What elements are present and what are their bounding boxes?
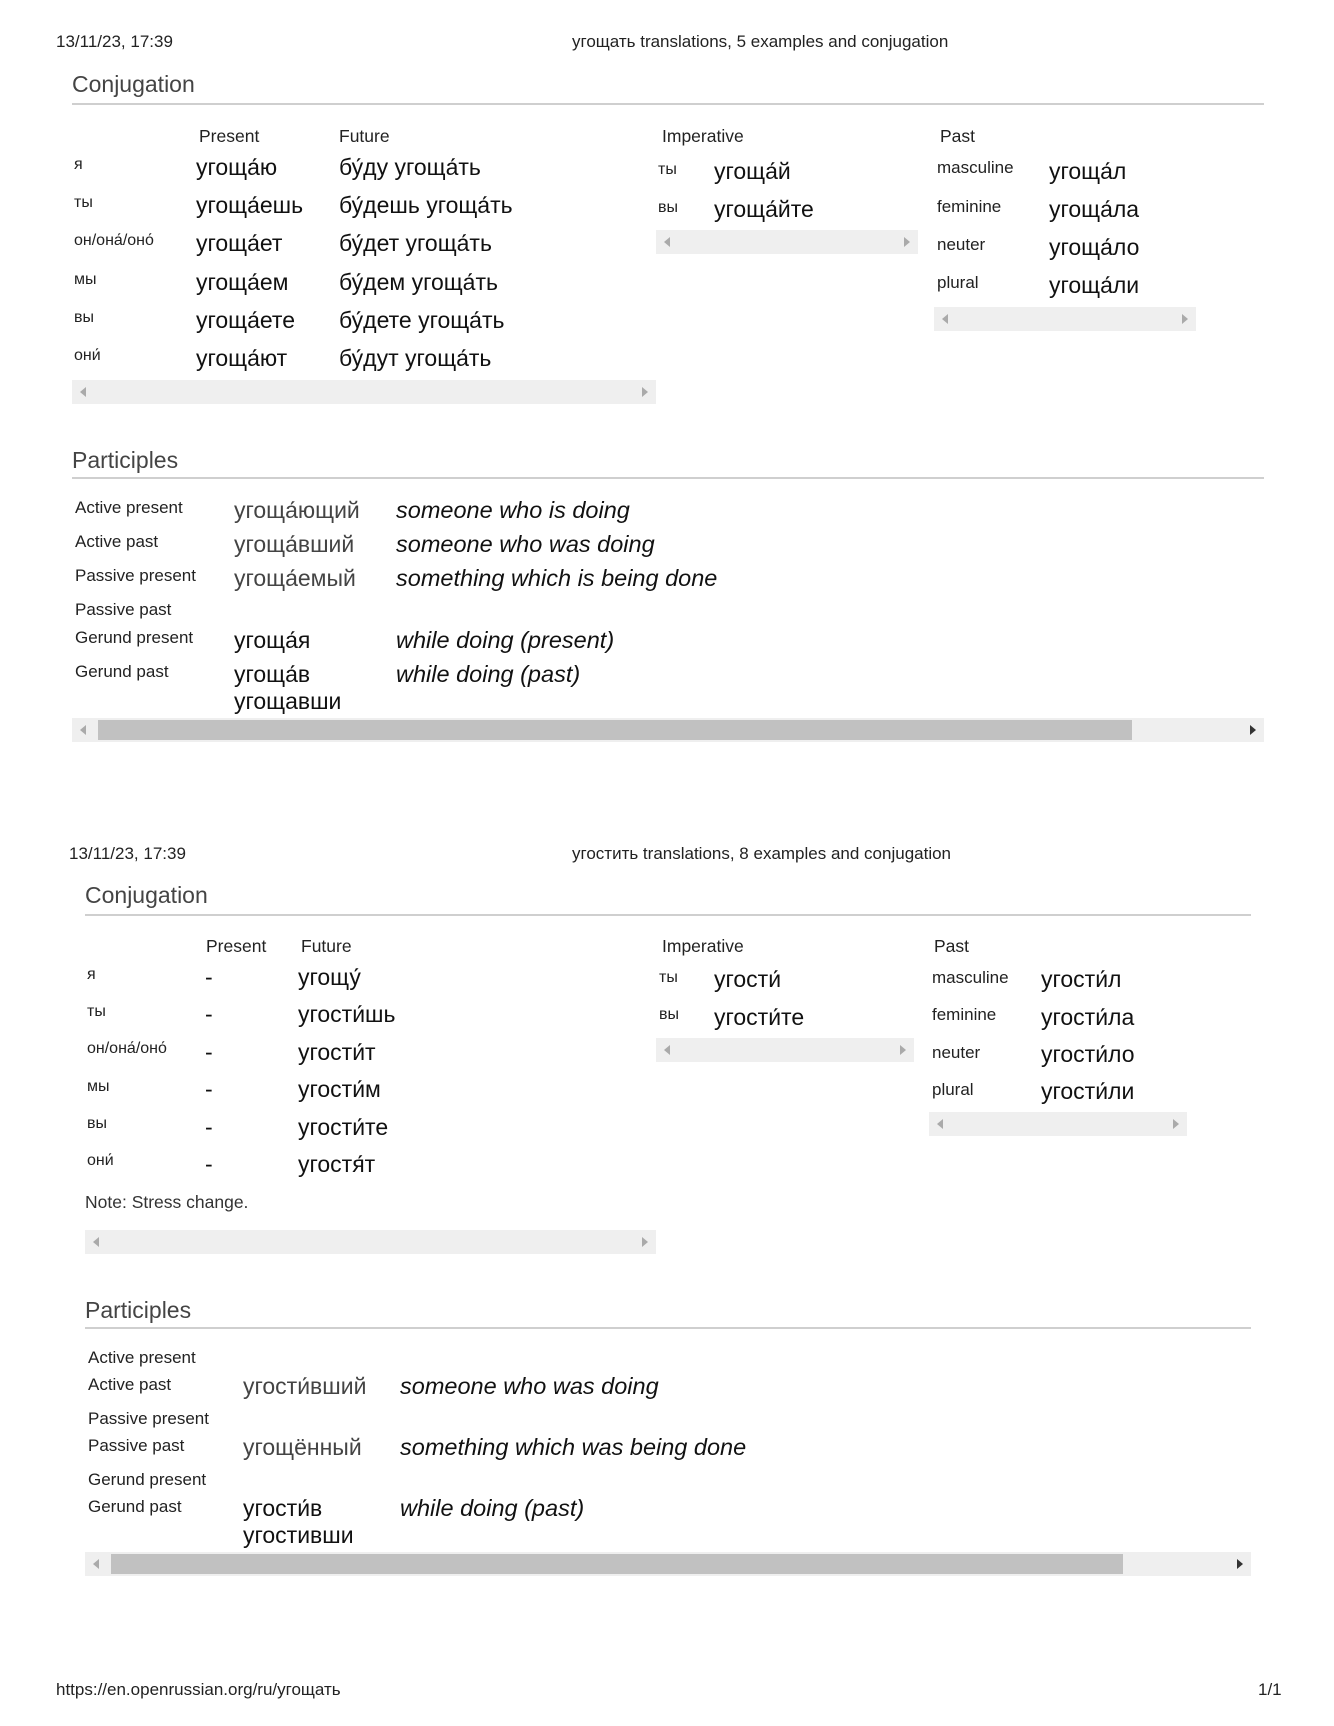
present-column-header: Present	[206, 936, 267, 956]
present-form: угоща́ет	[196, 230, 283, 256]
present-form: -	[205, 1151, 213, 1177]
participle-gloss: while doing (past)	[400, 1495, 585, 1521]
participle-gloss: while doing (past)	[396, 661, 581, 687]
past-column-header: Past	[934, 936, 970, 956]
future-form: бу́дем угоща́ть	[339, 269, 498, 295]
present-column-header: Present	[199, 126, 260, 146]
pronoun: они́	[87, 1152, 114, 1169]
scroll-left-arrow-icon[interactable]	[93, 1237, 99, 1247]
pronoun: он/она́/оно́	[87, 1040, 167, 1057]
participle-form: угоща́вший	[234, 531, 355, 557]
imperative-scrollbar[interactable]	[656, 1038, 914, 1062]
participle-form-alt: угощавши	[234, 688, 342, 714]
scroll-right-arrow-icon[interactable]	[642, 1237, 648, 1247]
past-label: plural	[937, 273, 979, 292]
participle-label: Gerund present	[88, 1470, 207, 1489]
scroll-right-arrow-icon[interactable]	[900, 1045, 906, 1055]
future-form: угости́м	[298, 1076, 381, 1102]
pronoun: вы	[87, 1115, 107, 1132]
stress-note: Note: Stress change.	[85, 1192, 249, 1212]
future-form: бу́ду угоща́ть	[339, 154, 481, 180]
pronoun: ты	[659, 969, 678, 986]
footer-page-number: 1/1	[1258, 1680, 1282, 1699]
header-datetime: 13/11/23, 17:39	[56, 32, 173, 51]
footer-url: https://en.openrussian.org/ru/угощать	[56, 1680, 341, 1699]
participle-gloss: someone who was doing	[396, 531, 655, 557]
participles-heading: Participles	[72, 447, 179, 473]
conjugation-scrollbar[interactable]	[72, 380, 656, 404]
present-form: -	[205, 1114, 213, 1140]
future-form: бу́дешь угоща́ть	[339, 192, 513, 218]
participle-gloss: someone who was doing	[400, 1373, 659, 1399]
scroll-left-arrow-icon[interactable]	[664, 237, 670, 247]
participles-scrollbar[interactable]	[85, 1552, 1251, 1576]
header-title: угостить translations, 8 examples and conjugation	[572, 844, 952, 863]
future-form: бу́дете угоща́ть	[339, 307, 505, 333]
present-form: -	[205, 1001, 213, 1027]
pronoun: они́	[74, 347, 101, 364]
heading-divider	[85, 1327, 1251, 1329]
participle-label: Passive present	[75, 566, 196, 585]
pronoun: вы	[658, 199, 678, 216]
future-column-header: Future	[301, 936, 352, 956]
scrollbar-thumb[interactable]	[98, 720, 1132, 740]
past-label: masculine	[932, 968, 1009, 987]
participle-label: Active past	[88, 1375, 172, 1394]
participle-gloss: someone who is doing	[396, 497, 630, 523]
present-form: угоща́ете	[196, 307, 295, 333]
present-form: угоща́ют	[196, 345, 288, 371]
imperative-form: угости́	[714, 966, 782, 992]
future-form: угости́те	[298, 1114, 389, 1140]
scroll-right-arrow-icon[interactable]	[904, 237, 910, 247]
heading-divider	[72, 103, 1264, 105]
imperative-form: угоща́й	[714, 158, 791, 184]
pronoun: вы	[659, 1006, 679, 1023]
pronoun: я	[74, 156, 83, 173]
past-label: feminine	[932, 1005, 997, 1024]
present-form: угоща́ешь	[196, 192, 304, 218]
past-form: угоща́ла	[1049, 196, 1140, 222]
participle-label: Passive past	[75, 600, 172, 619]
participle-label: Active present	[88, 1348, 196, 1367]
pronoun: ты	[74, 194, 93, 211]
past-label: plural	[932, 1080, 974, 1099]
past-form: угоща́ло	[1049, 234, 1140, 260]
scroll-left-arrow-icon[interactable]	[942, 314, 948, 324]
participle-form: угоща́я	[234, 627, 311, 653]
present-form: угоща́ю	[196, 154, 278, 180]
scroll-left-arrow-icon[interactable]	[93, 1559, 99, 1569]
pronoun: он/она́/оно́	[74, 232, 154, 249]
participle-gloss: while doing (present)	[396, 627, 615, 653]
future-form: бу́дет угоща́ть	[339, 230, 492, 256]
scroll-right-arrow-icon[interactable]	[1173, 1119, 1179, 1129]
past-label: masculine	[937, 158, 1014, 177]
conjugation-heading: Conjugation	[72, 71, 195, 97]
present-form: угоща́ем	[196, 269, 289, 295]
past-scrollbar[interactable]	[934, 307, 1196, 331]
pronoun: мы	[74, 271, 97, 288]
past-form: угоща́ли	[1049, 272, 1140, 298]
pronoun: я	[87, 966, 96, 983]
participles-scrollbar[interactable]	[72, 718, 1264, 742]
participle-label: Active present	[75, 498, 183, 517]
participle-label: Gerund past	[88, 1497, 182, 1516]
past-form: угости́ли	[1041, 1078, 1135, 1104]
participle-form: угоща́емый	[234, 565, 356, 591]
participle-form: угоща́в	[234, 661, 311, 687]
imperative-scrollbar[interactable]	[656, 230, 918, 254]
future-form: угостя́т	[298, 1151, 376, 1177]
scroll-right-arrow-icon[interactable]	[1250, 725, 1256, 735]
scroll-left-arrow-icon[interactable]	[80, 725, 86, 735]
past-form: угоща́л	[1049, 158, 1127, 184]
participle-form: угости́в	[243, 1495, 323, 1521]
past-scrollbar[interactable]	[929, 1112, 1187, 1136]
imperative-form: угоща́йте	[714, 196, 814, 222]
present-form: -	[205, 1039, 213, 1065]
past-form: угости́ла	[1041, 1004, 1135, 1030]
participle-label: Passive present	[88, 1409, 209, 1428]
participle-form: угощённый	[243, 1434, 362, 1460]
participle-label: Passive past	[88, 1436, 185, 1455]
scrollbar-thumb[interactable]	[111, 1554, 1123, 1574]
header-title: угощать translations, 5 examples and conjugation	[572, 32, 949, 51]
future-column-header: Future	[339, 126, 390, 146]
header-datetime: 13/11/23, 17:39	[69, 844, 186, 863]
participle-label: Active past	[75, 532, 159, 551]
scroll-left-arrow-icon[interactable]	[664, 1045, 670, 1055]
past-label: neuter	[937, 235, 986, 254]
past-form: угости́ло	[1041, 1041, 1135, 1067]
participle-gloss: something which was being done	[400, 1434, 747, 1460]
imperative-form: угости́те	[714, 1004, 805, 1030]
future-form: угости́шь	[298, 1001, 396, 1027]
past-column-header: Past	[940, 126, 976, 146]
participles-heading: Participles	[85, 1297, 192, 1323]
imperative-column-header: Imperative	[662, 936, 744, 956]
future-form: бу́дут угоща́ть	[339, 345, 492, 371]
scroll-right-arrow-icon[interactable]	[642, 387, 648, 397]
heading-divider	[85, 914, 1251, 916]
future-form: угощу́	[298, 964, 361, 990]
participle-gloss: something which is being done	[396, 565, 718, 591]
future-form: угости́т	[298, 1039, 376, 1065]
scroll-right-arrow-icon[interactable]	[1182, 314, 1188, 324]
participle-form: угоща́ющий	[234, 497, 360, 523]
conjugation-heading: Conjugation	[85, 882, 208, 908]
participle-label: Gerund past	[75, 662, 169, 681]
pronoun: мы	[87, 1078, 110, 1095]
past-form: угости́л	[1041, 966, 1122, 992]
participle-form-alt: угостивши	[243, 1522, 354, 1548]
pronoun: вы	[74, 309, 94, 326]
scroll-left-arrow-icon[interactable]	[937, 1119, 943, 1129]
present-form: -	[205, 1076, 213, 1102]
scroll-left-arrow-icon[interactable]	[80, 387, 86, 397]
present-form: -	[205, 964, 213, 990]
pronoun: ты	[658, 161, 677, 178]
imperative-column-header: Imperative	[662, 126, 744, 146]
conjugation-scrollbar[interactable]	[85, 1230, 656, 1254]
past-label: neuter	[932, 1043, 981, 1062]
pronoun: ты	[87, 1003, 106, 1020]
participle-form: угости́вший	[243, 1373, 367, 1399]
scroll-right-arrow-icon[interactable]	[1237, 1559, 1243, 1569]
heading-divider	[72, 477, 1264, 479]
past-label: feminine	[937, 197, 1002, 216]
participle-label: Gerund present	[75, 628, 194, 647]
